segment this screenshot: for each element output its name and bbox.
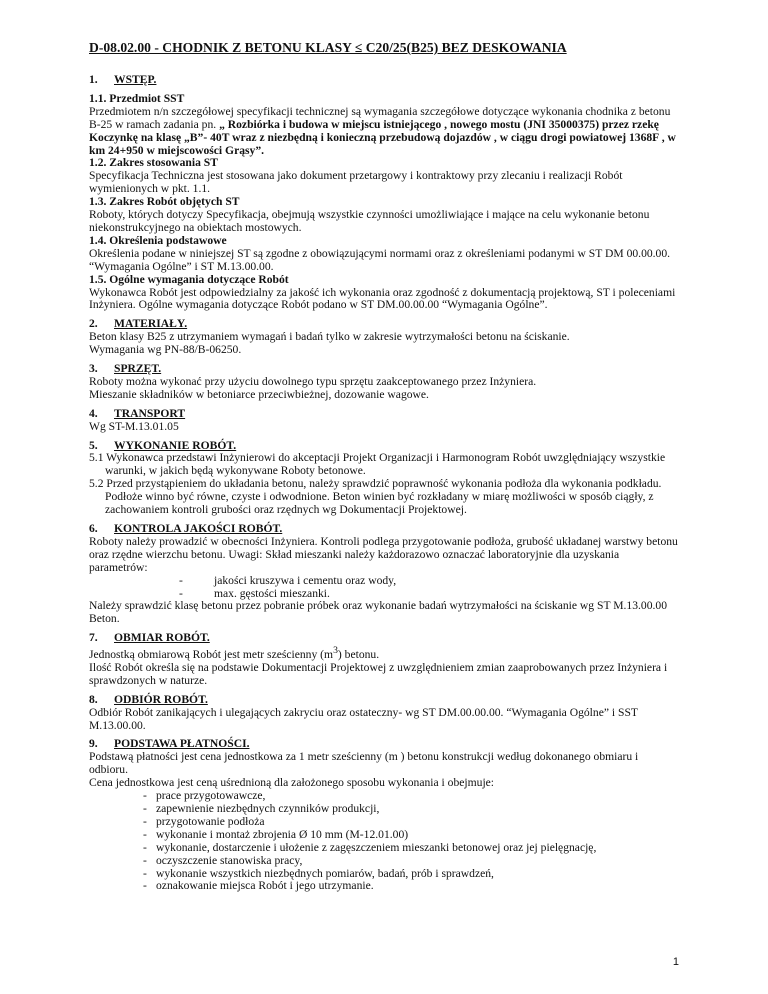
section-number: 2. bbox=[89, 317, 98, 331]
section-number: 3. bbox=[89, 362, 98, 376]
paragraph-7-2: Ilość Robót określa się na podstawie Dokumentacji Projektowej z uwzględnieniem zmian zaaprobowanych przez Inżyniera i sprawdzonych w naturze. bbox=[89, 660, 668, 687]
paragraph-2-2: Wymagania wg PN-88/B-06250. bbox=[89, 343, 242, 357]
paragraph-1-4: Określenia podane w niniejszej ST są zgodne z obowiązującymi normami oraz z określeniami podanymi w ST DM 00.00.00. “Wymagania Ogólne” i ST M.13.00.00. bbox=[89, 246, 671, 273]
paragraph-text: Przedmiotem n/n szczegółowej specyfikacji technicznej są wymagania szczegółowe dotyczące wykonania chodnika z betonu B-25 w ramach zadania pn. bbox=[89, 104, 671, 131]
paragraph-text: ) betonu. bbox=[337, 648, 380, 662]
dash: - bbox=[143, 801, 147, 815]
list-item bbox=[89, 880, 680, 893]
section-3-heading bbox=[89, 363, 680, 376]
paragraph-text: Jednostką obmiarową Robót jest metr sześcienny (m bbox=[89, 648, 334, 662]
paragraph-8-1: Odbiór Robót zanikających i ulegających zakryciu oraz ostateczny- wg ST DM.00.00.00. “Wymagania Ogólne” i SST M.13.00.00. bbox=[89, 705, 638, 732]
section-4-heading bbox=[89, 408, 680, 421]
paragraph-1-5: Wykonawca Robót jest odpowiedzialny za jakość ich wykonania oraz zgodność z dokumentacją projektową, ST i poleceniami Inżyniera. Ogólne wymagania dotyczące Robót podano w ST DM.00.00.00 “Wymagania Ogólne”. bbox=[89, 285, 676, 312]
section-1-heading bbox=[89, 74, 680, 87]
superscript: 3 bbox=[333, 645, 338, 657]
list-item-text: przygotowanie podłoża bbox=[156, 814, 265, 828]
paragraph-5-2: 5.2 Przed przystąpieniem do układania betonu, należy sprawdzić poprawność wykonania podłoża dla wykonania podkładu. Podłoże winno być równe, czyste i odwodnione. Beton winien być rozkładany w miarę możliwości w sposób ciągły, z zachowaniem kontroli grubości oraz rzędnych wg Dokumentacji Projektowej. bbox=[89, 477, 662, 517]
paragraph-1-1 bbox=[89, 106, 680, 158]
section-title: ODBIÓR ROBÓT. bbox=[114, 692, 208, 706]
section-title: TRANSPORT bbox=[114, 406, 186, 420]
project-name: „ Rozbiórka i budowa w miejscu istniejącego , nowego mostu (JNI 35000375) przez rzekę Koczynkę na klasę „B”- 40T wraz z niezbędną i konieczną przebudową dojazdów , w ciągu drogi powiatowej 1368F , w km 24+950 w miejscowości Grąsy”. bbox=[89, 117, 676, 157]
dash: - bbox=[143, 814, 147, 828]
section-number: 5. bbox=[89, 438, 98, 452]
dash: - bbox=[143, 840, 147, 854]
dash: - bbox=[143, 879, 147, 893]
section-number: 6. bbox=[89, 522, 98, 535]
list-item-text: wykonanie, dostarczenie i ułożenie z zagęszczeniem mieszanki betonowej oraz jej pielęgnację, bbox=[156, 840, 597, 854]
paragraph-3-1: Roboty można wykonać przy użyciu dowolnego typu sprzętu zaakceptowanego przez Inżyniera. bbox=[89, 374, 537, 388]
subsection-1-2-heading: 1.2. Zakres stosowania ST bbox=[89, 156, 218, 170]
list-item-text: oznakowanie miejsca Robót i jego utrzymanie. bbox=[156, 879, 374, 893]
list-item-text: max. gęstości mieszanki. bbox=[214, 586, 330, 600]
section-title: WYKONANIE ROBÓT. bbox=[114, 438, 237, 452]
section-6-heading bbox=[89, 523, 680, 536]
subsection-1-3-heading: 1.3. Zakres Robót objętych ST bbox=[89, 195, 240, 209]
list-item-text: jakości kruszywa i cementu oraz wody, bbox=[214, 573, 397, 587]
list-item-text: wykonanie wszystkich niezbędnych pomiarów, badań, prób i sprawdzeń, bbox=[156, 866, 494, 880]
paragraph-1-2: Specyfikacja Techniczna jest stosowana jako dokument przetargowy i kontraktowy przy zlecaniu i realizacji Robót wymienionych w pkt. 1.1. bbox=[89, 169, 623, 196]
dash: - bbox=[179, 586, 183, 600]
section-title: OBMIAR ROBÓT. bbox=[114, 631, 210, 645]
paragraph-6-1: Roboty należy prowadzić w obecności Inżyniera. Kontroli podlega przygotowanie podłoża, grubość układanej warstwy betonu oraz rzędne wierzchu betonu. Uwagi: Skład mieszanki należy każdorazowo oznaczać laboratoryjnie dla uzyskania parametrów: bbox=[89, 534, 678, 574]
section-title: SPRZĘT. bbox=[114, 362, 162, 376]
section-title: MATERIAŁY. bbox=[114, 317, 188, 331]
paragraph-9-1: Podstawą płatności jest cena jednostkowa za 1 metr sześcienny (m ) betonu konstrukcji według dokonanego obmiaru i odbioru. bbox=[89, 750, 639, 777]
section-number: 1. bbox=[89, 73, 98, 86]
dash: - bbox=[143, 789, 147, 803]
paragraph-5-1: 5.1 Wykonawca przedstawi Inżynierowi do akceptacji Projekt Organizacji i Harmonogram Robót uwzględniający wszystkie warunki, w jakich będą wykonywane Roboty betonowe. bbox=[89, 451, 666, 478]
page-number: 1 bbox=[672, 956, 679, 968]
section-title: WSTĘP. bbox=[114, 73, 157, 86]
paragraph-6-2: Należy sprawdzić klasę betonu przez pobranie próbek oraz wykonanie badań wytrzymałości na ściskanie wg ST M.13.00.00 Beton. bbox=[89, 599, 668, 626]
section-number: 8. bbox=[89, 692, 98, 706]
subsection-1-5-heading: 1.5. Ogólne wymagania dotyczące Robót bbox=[89, 272, 289, 286]
section-title: KONTROLA JAKOŚCI ROBÓT. bbox=[114, 522, 283, 535]
paragraph-9-2: Cena jednostkowa jest ceną uśrednioną dla założonego sposobu wykonania i obejmuje: bbox=[89, 776, 495, 790]
section-8-heading bbox=[89, 694, 680, 707]
section-number: 4. bbox=[89, 406, 98, 420]
list-item-text: zapewnienie niezbędnych czynników produkcji, bbox=[156, 801, 380, 815]
subsection-1-1-heading: 1.1. Przedmiot SST bbox=[89, 91, 185, 105]
dash: - bbox=[143, 827, 147, 841]
dash: - bbox=[179, 573, 183, 587]
list-item-text: oczyszczenie stanowiska pracy, bbox=[156, 853, 303, 867]
section-7-heading bbox=[89, 632, 680, 645]
list-item-text: wykonanie i montaż zbrojenia Ø 10 mm (M-12.01.00) bbox=[156, 827, 409, 841]
document-title: D-08.02.00 - CHODNIK Z BETONU KLASY ≤ C20/25(B25) BEZ DESKOWANIA bbox=[89, 40, 567, 55]
paragraph-2-1: Beton klasy B25 z utrzymaniem wymagań i badań tylko w zakresie wytrzymałości betonu na ściskanie. bbox=[89, 330, 570, 344]
section-number: 9. bbox=[89, 737, 98, 751]
dash: - bbox=[143, 866, 147, 880]
paragraph-4-1: Wg ST-M.13.01.05 bbox=[89, 419, 179, 433]
dash: - bbox=[143, 853, 147, 867]
paragraph-7-1 bbox=[89, 645, 680, 662]
paragraph-1-3: Roboty, których dotyczy Specyfikacja, obejmują wszystkie czynności umożliwiające i mające na celu wykonanie betonu niekonstrukcyjnego na obiektach mostowych. bbox=[89, 208, 650, 234]
list-item bbox=[89, 575, 680, 588]
section-number: 7. bbox=[89, 631, 98, 645]
list-item-text: prace przygotowawcze, bbox=[156, 789, 266, 803]
subsection-1-4-heading: 1.4. Określenia podstawowe bbox=[89, 233, 227, 247]
paragraph-3-2: Mieszanie składników w betoniarce przeciwbieżnej, dozowanie wagowe. bbox=[89, 387, 429, 401]
section-title: PODSTAWA PŁATNOŚCI. bbox=[114, 737, 250, 751]
